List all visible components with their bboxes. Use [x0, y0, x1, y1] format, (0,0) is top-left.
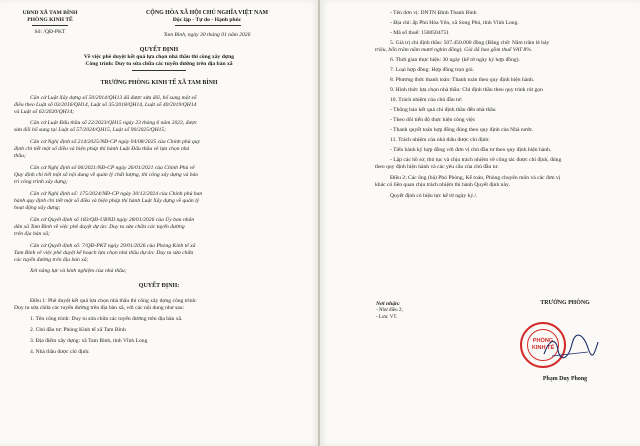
signer-name: Phạm Duy Phong	[542, 376, 588, 382]
contractor-duties-heading: 11. Trách nhiệm của nhà thầu được chỉ định:	[390, 137, 490, 143]
article-item: 2. Chủ đầu tư: Phòng Kinh tế xã Tam Bình	[30, 327, 126, 333]
payment-method: 8. Phương thức thanh toán: Thanh toán theo quy định hiện hành.	[390, 77, 535, 83]
recipient-item: - Như điều 2;	[376, 308, 403, 313]
basis-line: thầu;	[14, 153, 26, 159]
doc-type: QUYẾT ĐỊNH	[139, 47, 179, 53]
basis-line: trì công trình xây dựng;	[14, 179, 68, 185]
stamp-text: PHÒNG	[532, 338, 554, 344]
motto-underline	[175, 25, 241, 26]
basis-line: Căn cứ Quyết định số 183/QĐ-UBND ngày 28/01/2026 của Ủy ban nhân	[30, 217, 195, 223]
article-1-line: Duy tu sửa chữa các tuyến đường trên địa bàn xã, với các nội dung như sau:	[14, 305, 185, 311]
contract-type: 7. Loại hợp đồng: Hợp đồng trọn gói.	[390, 67, 475, 73]
contract-value-words: triệu, bốn trăm năm mươi nghìn đồng). Giá đã bao gồm thuế VAT 8%.	[375, 47, 533, 53]
basis-line: Căn cứ Quyết định số: 7/QĐ-PKT ngày 29/01/2026 của Phòng Kinh tế xã	[30, 243, 196, 249]
duration: 6. Thời gian thực hiện: 30 ngày (kể từ ngày ký hợp đồng).	[390, 57, 520, 63]
contractor-duty: theo quy định hiện hành và các yêu cầu của chủ đầu tư.	[375, 164, 499, 170]
contractor-address: - Địa chỉ: ấp Phú Hòa Yên, xã Song Phú, tỉnh Vĩnh Long.	[390, 20, 519, 26]
agency-underline	[32, 25, 68, 26]
recipient-item: - Lưu: VT.	[376, 315, 398, 320]
basis-line: Xét năng lực và kinh nghiệm của nhà thầu;	[30, 268, 127, 274]
basis-line: Tam Bình về việc phê duyệt kế hoạch lựa chọn nhà thầu dự án: Duy tu sửa chữa	[14, 250, 194, 256]
basis-line: các tuyến đường trên địa bàn xã;	[14, 257, 89, 263]
basis-line: Căn cứ Nghị định số 214/2025/NĐ-CP ngày 04/08/2025 của Chính phủ quy	[30, 139, 200, 145]
basis-line: Quy định chi tiết một số nội dung về quản lý chất lượng, thi công xây dựng và bảo	[14, 172, 199, 178]
basis-line: Căn cứ Luật Đấu thầu số 22/2023/QH15 ngày 23 tháng 6 năm 2023, được	[30, 120, 197, 126]
decide-heading: QUYẾT ĐỊNH:	[138, 283, 180, 289]
issuing-authority: TRƯỞNG PHÒNG KINH TẾ XÃ TAM BÌNH	[100, 80, 218, 86]
basis-line: Căn cứ Luật Xây dựng số 50/2014/QH13 đã được sửa đổi, bổ sung một số	[30, 95, 197, 101]
motto: Độc lập - Tự do - Hạnh phúc	[172, 17, 242, 23]
signer-title: TRƯỞNG PHÒNG	[540, 300, 590, 306]
basis-line: hành quy định chi tiết một số điều và biện pháp thi hành Luật Xây dựng về quản lý	[14, 198, 200, 204]
contract-value: 5. Giá trị chỉ định thầu: 507.450.000 đồng (Bằng chữ: Năm trăm lẻ bảy	[390, 40, 550, 46]
doc-date: Tam Bình, ngày 30 tháng 01 năm 2026	[163, 32, 251, 38]
article-2-line: khác có liên quan chịu trách nhiệm thi hành Quyết định này.	[375, 182, 510, 188]
stamp-text: KINH TẾ	[531, 345, 555, 351]
doc-subject-2: Công trình: Duy tu sửa chữa các tuyến đường trên địa bàn xã	[85, 61, 233, 67]
agency-name: UBND XÃ TAM BÌNH	[22, 10, 78, 16]
selection-method: 9. Hình thức lựa chọn nhà thầu: Chỉ định thầu theo quy trình rút gọn	[390, 87, 543, 93]
basis-line: sửa đổi bổ sung tại Luật số 57/2024/QH15, Luật số 90/2025/QH15;	[14, 127, 167, 133]
country-name: CỘNG HÒA XÃ HỘI CHỦ NGHĨA VIỆT NAM	[145, 10, 269, 16]
signature-icon	[540, 332, 600, 362]
basis-line: trên địa bàn xã;	[14, 231, 50, 237]
contractor-tax-code: - Mã số thuế: 1500504751	[390, 30, 450, 36]
article-item: 1. Tên công trình: Duy tu sửa chữa các tuyến đường trên địa bàn xã.	[30, 316, 183, 322]
owner-duty: - Thông báo kết quả chỉ định thầu đến nhà thầu	[390, 107, 496, 113]
page-left	[0, 0, 318, 446]
owner-duty: - Thanh quyết toán hợp đồng đúng theo quy định của Nhà nước.	[390, 127, 534, 133]
owner-duty: - Theo dõi tiến độ thực hiện công việc	[390, 117, 476, 123]
article-item: 3. Địa điểm xây dựng: xã Tam Bình, tỉnh Vĩnh Long	[30, 338, 148, 344]
agency-department: PHÒNG KINH TẾ	[27, 17, 73, 23]
basis-line: Căn cứ Nghị định số 06/2021/NĐ-CP ngày 26/01/2021 của Chính Phủ về	[30, 165, 195, 171]
contractor-duty: - Tiến hành ký hợp đồng với đơn vị chủ đầu tư theo quy định hiện hành.	[390, 147, 552, 153]
doc-subject-1: Về việc phê duyệt kết quả lựa chọn nhà thầu thi công xây dựng	[83, 54, 235, 60]
subject-underline	[132, 70, 186, 71]
doc-number: Số: /QĐ-PKT	[34, 29, 66, 35]
basis-line: dân xã Tam Bình về việc phê duyệt dự án: Duy tu sửa chữa các tuyến đường	[14, 224, 185, 230]
article-2-line: Điều 2: Các ông (bà) Phó Phòng, Kế toán, Phòng chuyên môn và các đơn vị	[390, 175, 561, 181]
basis-line: hoạt động xây dựng;	[14, 205, 61, 211]
basis-line: Căn cứ Nghị định số: 175/2024/NĐ-CP ngày 30/12/2024 của Chính phủ ban	[30, 191, 203, 197]
effective-clause: Quyết định có hiệu lực kể từ ngày ký./.	[390, 193, 478, 199]
contractor-duty: - Lập các hồ sơ, thủ tục và chịu trách nhiệm về công tác được chỉ định, đúng	[390, 157, 562, 163]
recipients-title: Nơi nhận:	[376, 301, 400, 307]
owner-duties-heading: 10. Trách nhiệm của chủ đầu tư:	[390, 97, 463, 103]
basis-line: và Luật số 62/2020/QH14;	[14, 109, 75, 115]
article-item: 4. Nhà thầu được chỉ định:	[30, 349, 90, 355]
contractor-name: - Tên đơn vị: DNTN Đình Thanh Bình	[390, 10, 477, 16]
basis-line: điều theo Luật số 03/2016/QH14, Luật số 35/2018/QH14, Luật số 40/2019/QH14	[14, 102, 197, 108]
basis-line: định chi tiết một số điều và biện pháp thi hành Luật Đấu thầu về lựa chọn nhà	[14, 146, 190, 152]
article-1-line: Điều 1: Phê duyệt kết quả lựa chọn nhà thầu thi công xây dựng công trình:	[30, 298, 197, 304]
